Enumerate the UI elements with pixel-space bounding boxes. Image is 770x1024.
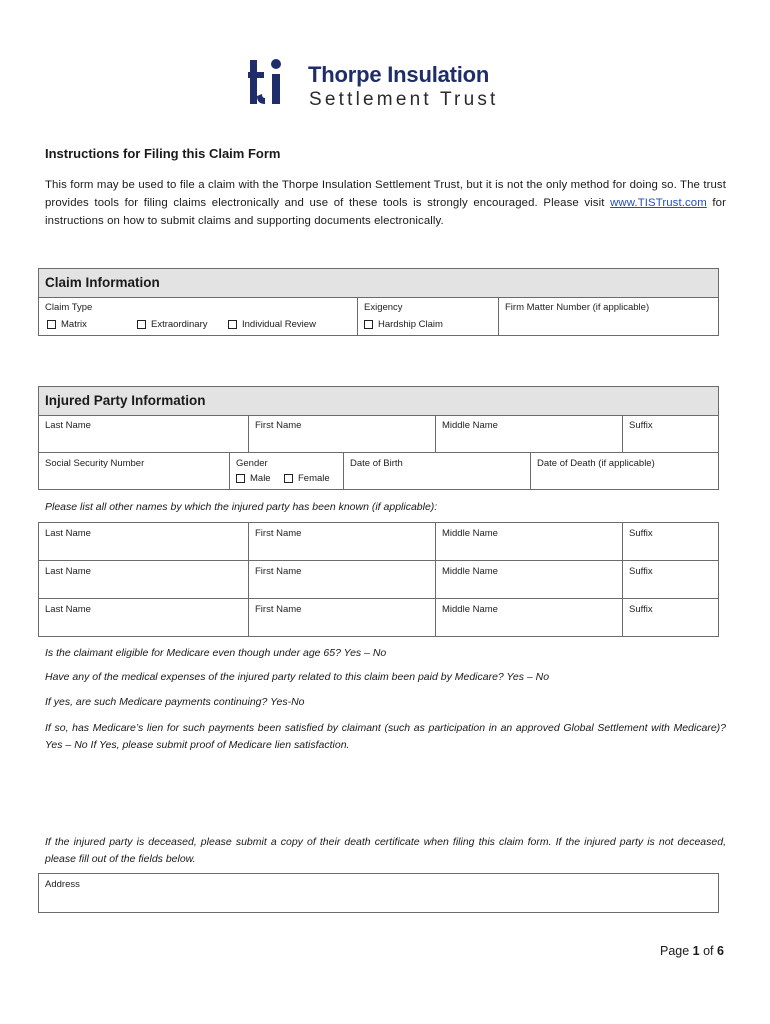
field-label: Middle Name [442, 604, 498, 615]
medicare-lien-question: If so, has Medicare’s lien for such payments been satisfied by claimant (such as participation in an approved Global Settlement with Medicare)? Yes – No If Yes, please submit proof of Medicare lien satisfaction. [45, 722, 726, 751]
trust-logo [248, 56, 528, 116]
field-label: Suffix [629, 528, 653, 539]
claim-type-extraordinary-option[interactable] [137, 319, 208, 330]
logo-subtitle: Settlement Trust [309, 89, 499, 110]
claim-type-matrix-option[interactable] [47, 319, 87, 330]
middle-name-label: Middle Name [442, 420, 498, 431]
page-number [660, 944, 724, 958]
medicare-paid-question: Have any of the medical expenses of the injured party related to this claim been paid by Medicare? Yes – No [45, 671, 550, 683]
gender-male-option[interactable] [236, 473, 271, 484]
exigency-label: Exigency [364, 302, 403, 313]
other-middle-name-field[interactable] [436, 523, 623, 561]
page-prefix: Page [660, 944, 693, 958]
suffix-field[interactable] [623, 415, 718, 453]
injured-party-section [38, 386, 719, 490]
claim-information-title: Claim Information [45, 275, 160, 290]
hardship-claim-option[interactable] [364, 319, 443, 330]
checkbox-icon[interactable] [228, 320, 237, 329]
claim-type-label: Claim Type [45, 302, 93, 313]
address-label: Address [45, 879, 80, 890]
instructions-text: This form may be used to file a claim with the Thorpe Insulation Settlement Trust, but it is not the only method for doing so. The trust provides tools for filing claims electronically and use of these tools is strongly encouraged. Please visit [45, 179, 726, 209]
other-names-prompt: Please list all other names by which the injured party has been known (if applicable): [45, 501, 438, 513]
instructions-title: Instructions for Filing this Claim Form [45, 146, 281, 161]
injured-party-header [39, 387, 718, 416]
checkbox-icon[interactable] [284, 474, 293, 483]
ti-logo-icon [248, 56, 288, 108]
middle-name-field[interactable] [436, 415, 623, 453]
field-label: Last Name [45, 528, 91, 539]
checkbox-icon[interactable] [47, 320, 56, 329]
checkbox-icon[interactable] [364, 320, 373, 329]
suffix-label: Suffix [629, 420, 653, 431]
medicare-continuing-question: If yes, are such Medicare payments continuing? Yes-No [45, 696, 305, 708]
gender-female-option[interactable] [284, 473, 330, 484]
firm-matter-number-field[interactable] [499, 297, 718, 335]
injured-party-title: Injured Party Information [45, 393, 206, 408]
instructions-text-end: for instructions on how to submit claims and supporting documents electronically. [45, 197, 726, 227]
exigency-cell [357, 297, 499, 335]
field-label: Last Name [45, 604, 91, 615]
other-names-table [38, 522, 719, 637]
option-label: Extraordinary [151, 319, 208, 330]
field-label: First Name [255, 604, 302, 615]
other-middle-name-field[interactable] [436, 561, 623, 599]
firm-matter-number-label: Firm Matter Number (if applicable) [505, 302, 650, 313]
page-of: of [699, 944, 717, 958]
field-label: Middle Name [442, 528, 498, 539]
date-of-birth-label: Date of Birth [350, 458, 403, 469]
logo-name: Thorpe Insulation [308, 62, 490, 87]
tistrust-link[interactable]: www.TISTrust.com [610, 197, 707, 209]
address-field[interactable] [38, 873, 719, 913]
option-label: Individual Review [242, 319, 316, 330]
other-suffix-field[interactable] [623, 523, 718, 561]
checkbox-icon[interactable] [137, 320, 146, 329]
page-total: 6 [717, 944, 724, 958]
field-label: Last Name [45, 566, 91, 577]
field-label: Suffix [629, 604, 653, 615]
first-name-field[interactable] [249, 415, 436, 453]
page-current: 1 [692, 944, 700, 958]
other-first-name-field[interactable] [249, 561, 436, 599]
option-label: Hardship Claim [378, 319, 443, 330]
other-last-name-field[interactable] [39, 523, 249, 561]
last-name-field[interactable] [39, 415, 249, 453]
ssn-field[interactable] [39, 453, 230, 489]
other-suffix-field[interactable] [623, 561, 718, 599]
other-first-name-field[interactable] [249, 599, 436, 636]
instructions-paragraph [45, 176, 726, 230]
date-of-birth-field[interactable] [344, 453, 531, 489]
option-label: Male [250, 473, 271, 484]
claim-information-header [39, 269, 718, 298]
claim-type-individual-review-option[interactable] [228, 319, 316, 330]
ssn-label: Social Security Number [45, 458, 145, 469]
gender-cell [230, 453, 344, 489]
other-suffix-field[interactable] [623, 599, 718, 636]
other-first-name-field[interactable] [249, 523, 436, 561]
option-label: Female [298, 473, 330, 484]
claim-information-section [38, 268, 719, 336]
other-last-name-field[interactable] [39, 561, 249, 599]
other-last-name-field[interactable] [39, 599, 249, 636]
field-label: First Name [255, 566, 302, 577]
last-name-label: Last Name [45, 420, 91, 431]
date-of-death-field[interactable] [531, 453, 718, 489]
other-middle-name-field[interactable] [436, 599, 623, 636]
claim-type-cell [39, 297, 357, 335]
field-label: Middle Name [442, 566, 498, 577]
field-label: Suffix [629, 566, 653, 577]
option-label: Matrix [61, 319, 87, 330]
date-of-death-label: Date of Death (if applicable) [537, 458, 655, 469]
first-name-label: First Name [255, 420, 302, 431]
medicare-eligibility-question: Is the claimant eligible for Medicare even though under age 65? Yes – No [45, 647, 387, 659]
field-label: First Name [255, 528, 302, 539]
gender-label: Gender [236, 458, 268, 469]
deceased-instructions: If the injured party is deceased, please submit a copy of their death certificate when filing this claim form. If the injured party is not deceased, please fill out of the fields below. [45, 836, 726, 865]
checkbox-icon[interactable] [236, 474, 245, 483]
